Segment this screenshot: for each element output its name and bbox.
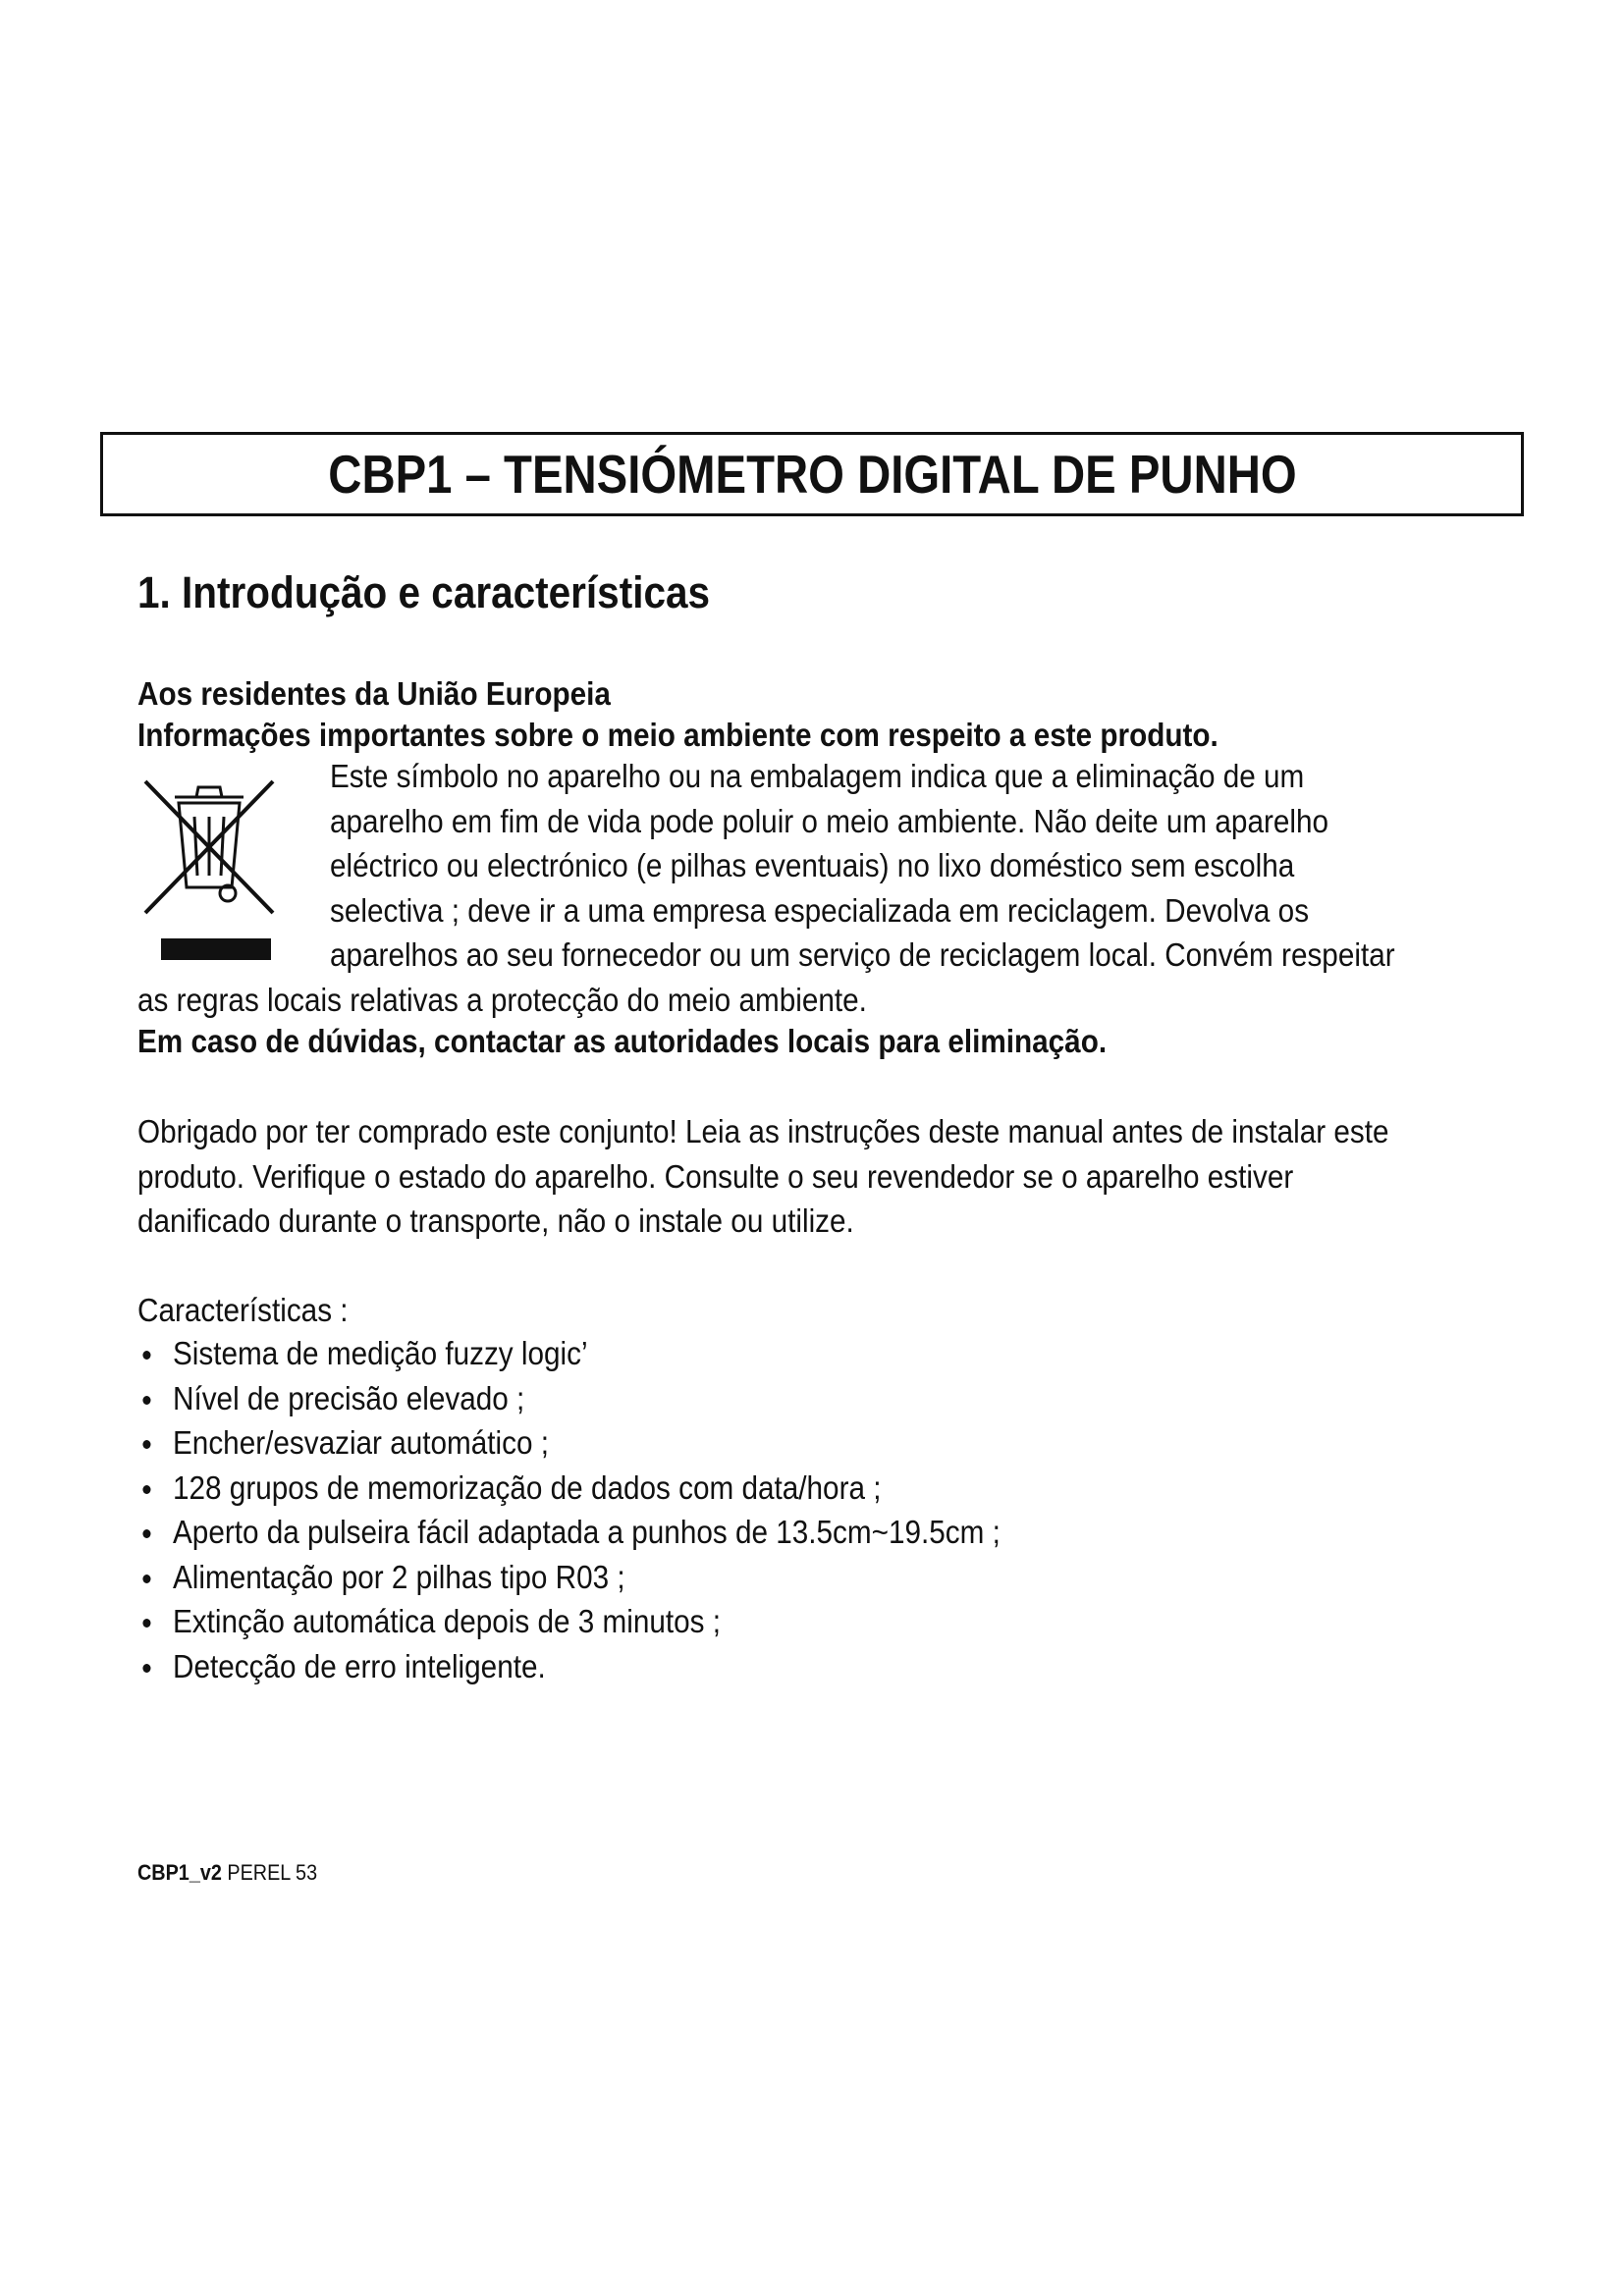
list-item: Alimentação por 2 pilhas tipo R03 ; <box>137 1555 1001 1600</box>
features-list <box>137 1331 1097 1688</box>
eu-heading-1: Aos residentes da União Europeia <box>137 675 611 712</box>
list-item: Sistema de medição fuzzy logic’ <box>137 1331 1001 1376</box>
list-item: Nível de precisão elevado ; <box>137 1376 1001 1421</box>
list-item: Detecção de erro inteligente. <box>137 1644 1001 1689</box>
list-item: Extinção automática depois de 3 minutos ; <box>137 1599 1001 1644</box>
weee-line: eléctrico ou electrónico (e pilhas eventuais) no lixo doméstico sem escolha <box>330 847 1295 883</box>
eu-heading-2: Informações importantes sobre o meio ambiente com respeito a este produto. <box>137 717 1218 753</box>
paragraph-line: Obrigado por ter comprado este conjunto! Leia as instruções deste manual antes de instalar este <box>137 1113 1389 1149</box>
list-item: Aperto da pulseira fácil adaptada a punhos de 13.5cm~19.5cm ; <box>137 1510 1001 1555</box>
crossed-out-wheelie-bin-icon <box>141 768 277 964</box>
paragraph-line: danificado durante o transporte, não o instale ou utilize. <box>137 1202 854 1239</box>
document-title: CBP1 – TENSIÓMETRO DIGITAL DE PUNHO <box>327 444 1297 505</box>
list-item: Encher/esvaziar automático ; <box>137 1420 1001 1466</box>
page-number: PEREL 53 <box>227 1860 318 1885</box>
weee-text <box>330 754 1395 978</box>
weee-line: Este símbolo no aparelho ou na embalagem indica que a eliminação de um <box>330 758 1305 794</box>
weee-tail: as regras locais relativas a protecção do meio ambiente. <box>137 982 867 1018</box>
weee-line: selectiva ; deve ir a uma empresa especializada em reciclagem. Devolva os <box>330 891 1310 929</box>
thanks-paragraph <box>137 1109 1389 1244</box>
section-heading: 1. Introdução e características <box>137 567 711 617</box>
weee-contact: Em caso de dúvidas, contactar as autoridades locais para eliminação. <box>137 1023 1108 1059</box>
weee-line: aparelho em fim de vida pode poluir o meio ambiente. Não deite um aparelho <box>330 802 1329 839</box>
list-item: 128 grupos de memorização de dados com data/hora ; <box>137 1466 1001 1511</box>
title-box <box>100 432 1524 516</box>
document-code: CBP1_v2 <box>137 1860 222 1885</box>
page-footer <box>137 1860 317 1886</box>
paragraph-line: produto. Verifique o estado do aparelho. Consulte o seu revendedor se o aparelho estiver <box>137 1157 1294 1195</box>
weee-line: aparelhos ao seu fornecedor ou um serviço de reciclagem local. Convém respeitar <box>330 936 1395 973</box>
features-label: Características : <box>137 1292 349 1328</box>
